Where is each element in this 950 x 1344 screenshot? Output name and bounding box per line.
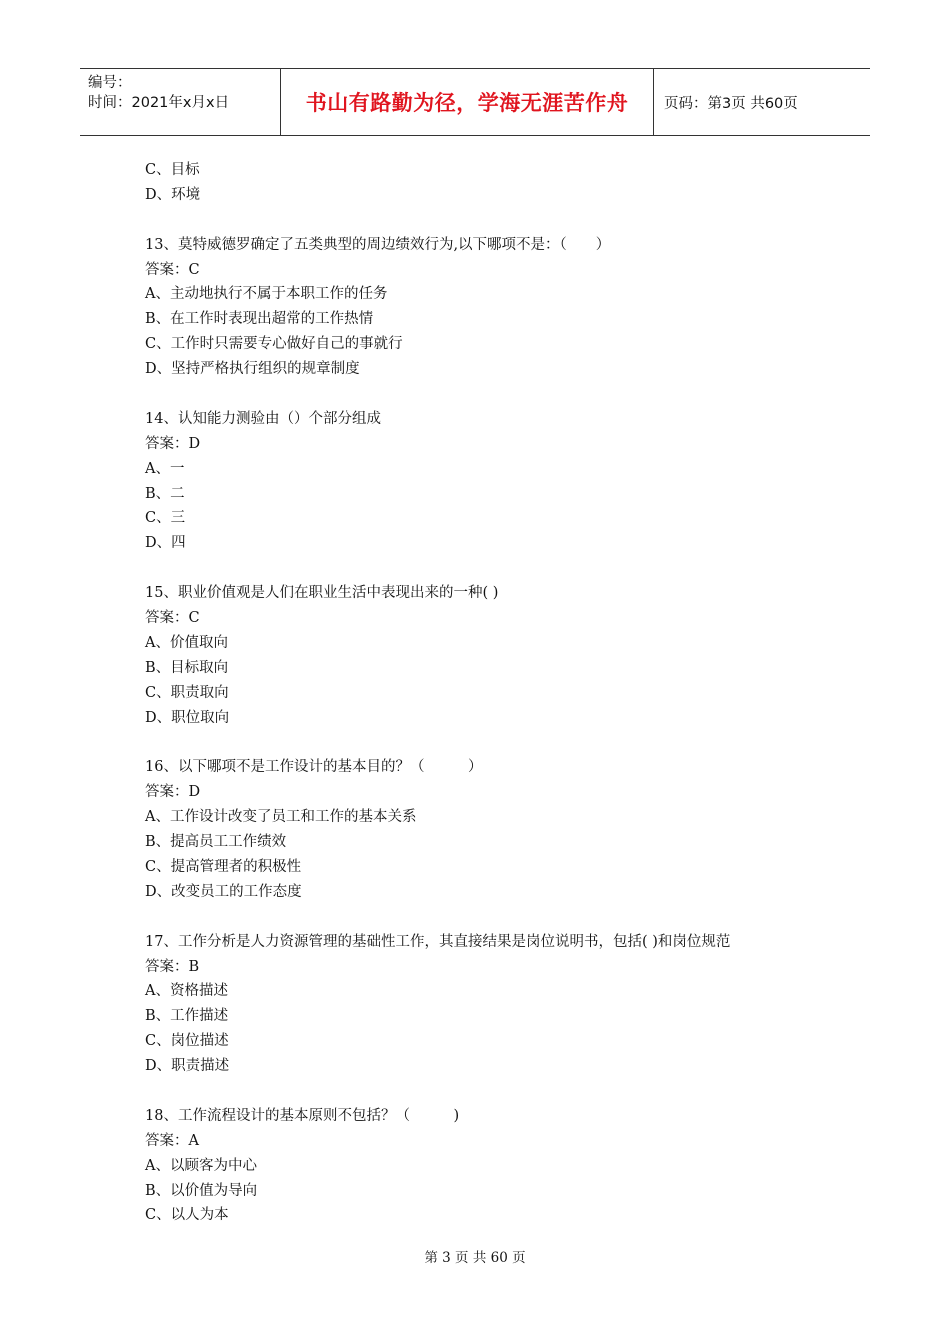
option-line: B、二: [145, 485, 185, 502]
option-line: C、以人为本: [145, 1207, 229, 1224]
option-line: D、环境: [145, 186, 201, 203]
option-line: B、目标取向: [145, 659, 229, 676]
header-page-cell: [654, 69, 870, 135]
paragraph-gap: [145, 208, 845, 233]
paragraph-gap: [145, 1079, 845, 1104]
question-text: 13、莫特威德罗确定了五类典型的周边绩效行为,以下哪项不是：（ ）: [145, 236, 611, 253]
option-line: D、坚持严格执行组织的规章制度: [145, 361, 360, 378]
option-line: C、职责取向: [145, 684, 229, 701]
page-footer: 第 3 页 共 60 页: [424, 1250, 526, 1266]
option-line: C、岗位描述: [145, 1033, 229, 1050]
option-line: B、提高员工工作绩效: [145, 834, 287, 851]
answer-line: 答案：C: [145, 261, 200, 278]
option-line: C、三: [145, 510, 186, 527]
option-line: A、资格描述: [145, 983, 228, 1000]
answer-line: 答案：D: [145, 435, 201, 452]
question-text: 14、认知能力测验由（）个部分组成: [145, 410, 381, 427]
option-line: D、职责描述: [145, 1058, 230, 1075]
answer-line: 答案：C: [145, 610, 200, 627]
option-line: C、提高管理者的积极性: [145, 858, 302, 875]
paragraph-gap: [145, 730, 845, 755]
option-line: A、以顾客为中心: [145, 1157, 257, 1174]
page-header: [80, 68, 870, 136]
header-meta: [80, 69, 281, 135]
document-time-label: 时间：2021年x月x日: [88, 95, 230, 111]
option-line: B、以价值为导向: [145, 1182, 258, 1199]
option-line: D、四: [145, 535, 186, 552]
header-motto: 书山有路勤为径，学海无涯苦作舟: [305, 91, 629, 115]
paragraph-gap: [145, 382, 845, 407]
option-line: C、目标: [145, 162, 200, 178]
question-text: 18、工作流程设计的基本原则不包括？（ ): [145, 1107, 460, 1124]
answer-line: 答案：D: [145, 784, 201, 801]
option-line: A、一: [145, 460, 185, 477]
option-line: C、工作时只需要专心做好自己的事就行: [145, 336, 403, 353]
paragraph-gap: [145, 556, 845, 581]
option-line: B、在工作时表现出超常的工作热情: [145, 311, 374, 328]
option-line: B、工作描述: [145, 1008, 229, 1025]
answer-line: 答案：A: [145, 1132, 199, 1149]
document-body: [145, 158, 845, 1228]
header-page-label: 页码：第3页 共60页: [664, 95, 798, 112]
question-text: 15、职业价值观是人们在职业生活中表现出来的一种( ): [145, 585, 499, 602]
paragraph-gap: [145, 905, 845, 930]
option-line: A、价值取向: [145, 634, 228, 651]
document-number-label: 编号：: [88, 75, 132, 91]
option-line: D、职位取向: [145, 709, 230, 726]
header-motto-cell: [281, 69, 654, 135]
option-line: A、工作设计改变了员工和工作的基本关系: [145, 809, 417, 826]
option-line: A、主动地执行不属于本职工作的任务: [145, 286, 388, 303]
question-text: 17、工作分析是人力资源管理的基础性工作，其直接结果是岗位说明书，包括( )和岗位规范: [145, 933, 731, 950]
answer-line: 答案：B: [145, 958, 200, 975]
option-line: D、改变员工的工作态度: [145, 883, 302, 900]
question-text: 16、以下哪项不是工作设计的基本目的？（ ）: [145, 759, 483, 776]
